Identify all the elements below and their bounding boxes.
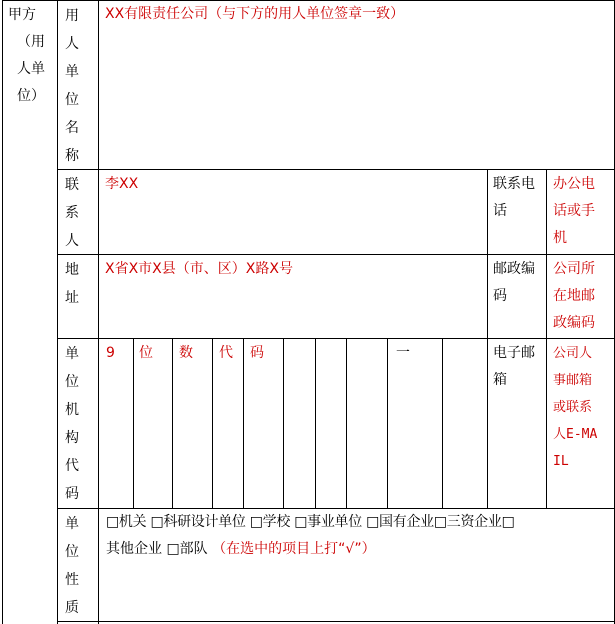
org-code-digit-5[interactable]: 码 [250,345,264,361]
unit-type-options-line1[interactable]: □机关 □科研设计单位 □学校 □事业单位 □国有企业□三资企业□ [106,514,515,530]
unit-type-label: 单位性质 [65,516,79,616]
unit-name-label: 用人单位名称 [65,8,79,164]
party-label-line2: （用 [17,34,45,50]
email-value[interactable]: 公司人事邮箱或联系人E-MAIL [553,346,598,469]
party-label-line1: 甲方 [8,7,36,23]
party-label-line4: 位） [17,88,45,104]
phone-value[interactable]: 办公电话或手机 [553,176,595,246]
phone-label: 联系电话 [493,176,535,219]
org-code-digit-1[interactable]: 9 [106,345,115,361]
address-label: 地址 [65,262,79,306]
org-code-label: 单位机构代码 [65,346,79,502]
email-label: 电子邮箱 [493,345,535,388]
org-code-digit-3[interactable]: 数 [179,345,193,361]
party-label-line3: 人单 [17,61,45,77]
org-code-digit-4[interactable]: 代 [219,345,233,361]
unit-type-options[interactable] [106,509,611,563]
address-value[interactable]: X省X市X县（市、区）X路X号 [105,261,293,277]
unit-type-hint: （在选中的项目上打“√”） [212,541,376,557]
postal-label: 邮政编码 [493,261,535,304]
contact-value[interactable]: 李XX [105,176,139,192]
org-code-digit-10[interactable]: 一 [396,345,410,361]
unit-name-value[interactable]: XX有限责任公司（与下方的用人单位签章一致） [105,6,405,22]
party-label [8,2,54,110]
contact-label: 联系人 [65,177,79,249]
org-code-digit-2[interactable]: 位 [139,345,153,361]
postal-value[interactable]: 公司所在地邮政编码 [553,261,595,331]
unit-type-options-line2[interactable]: 其他企业 □部队 [106,541,208,557]
